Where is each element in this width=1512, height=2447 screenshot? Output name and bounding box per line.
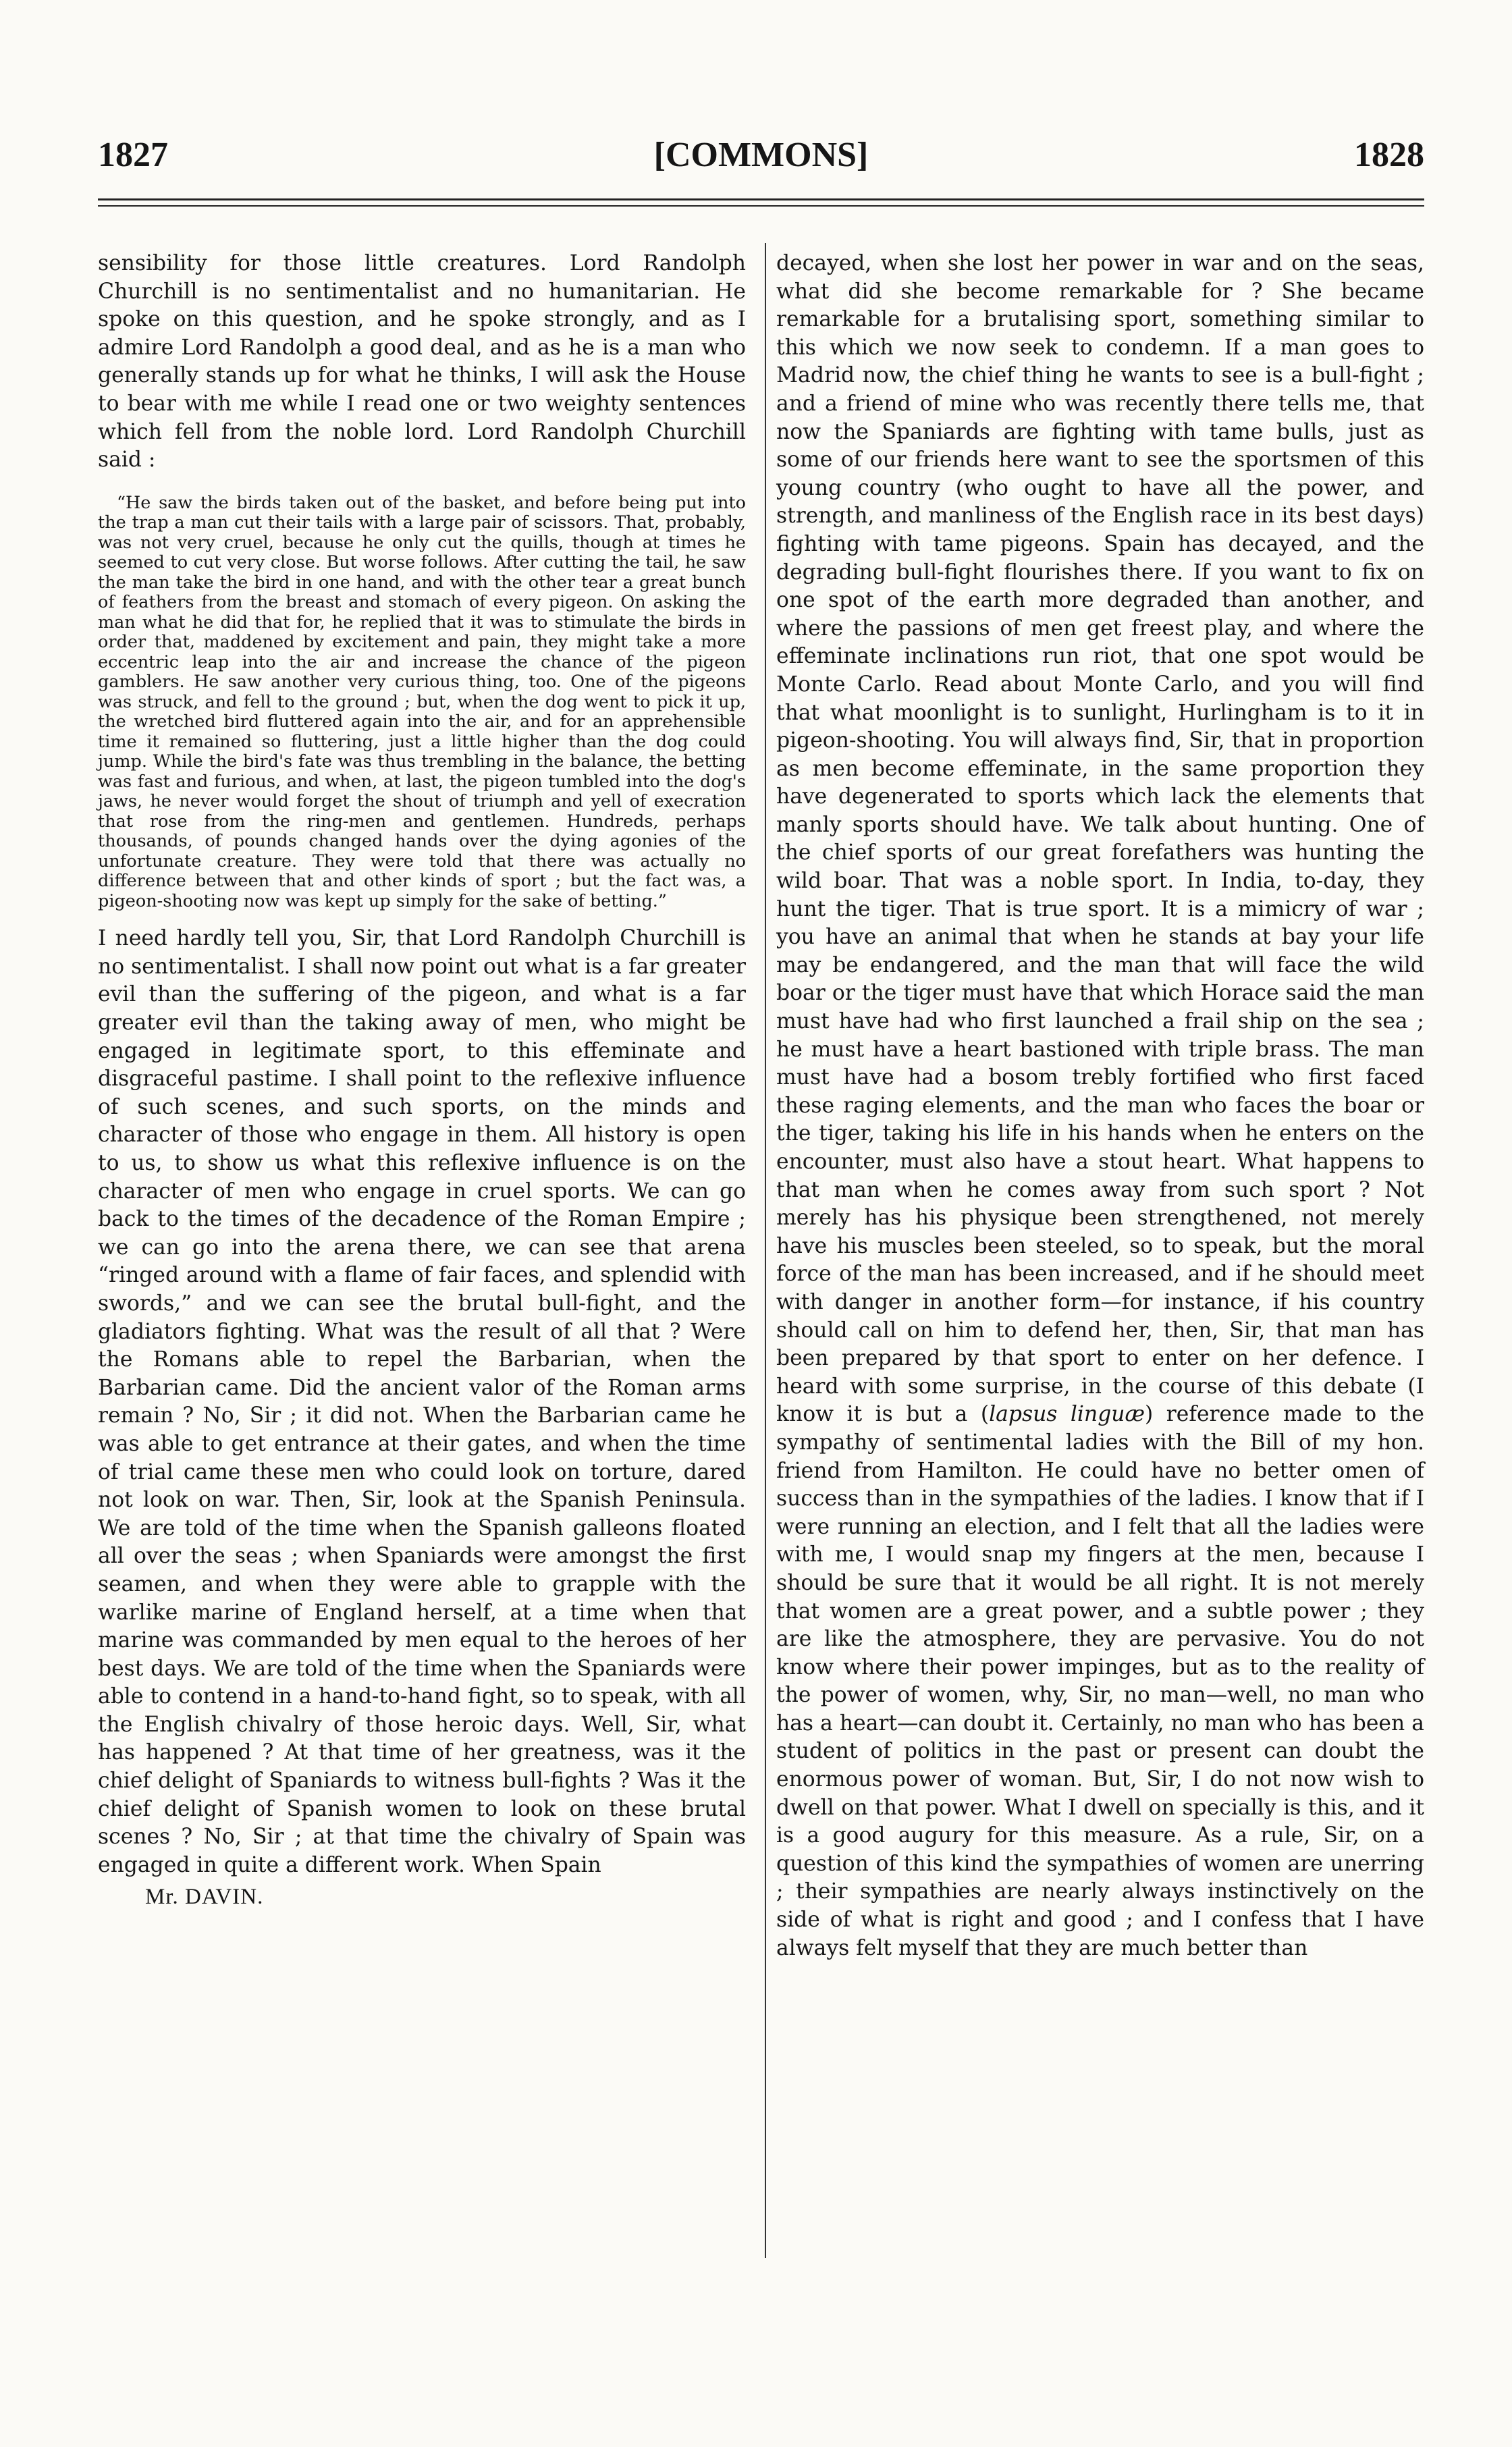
paragraph-text-part-1: decayed, when she lost her power in war and on the seas, what did she become remarkable for ? She became remarkable for a brutalising sport, something similar to this which we now seek to condemn. If a man goes to Madrid now, the chief thing he wants to see is a bull-fight ; and a friend of mine who was recently there tells me, that now the Spaniards are fighting with tame bulls, just as some of our friends here want to see the sportsmen of this young country (who ought to have all the power, and strength, and manliness of the English race in its best days) fighting with tame pigeons. Spain has decayed, and the degrading bull-fight flourishes there. If you want to fix on one spot of the earth more degraded than another, and where the passions of men get freest play, and where the effeminate inclinations run riot, that one spot would be Monte Carlo. Read about Monte Carlo, and you will find that what moonlight is to sunlight, Hurlingham is to it in pigeon-shooting. You will always find, Sir, that in proportion as men become effeminate, in the same proportion they have degenerated to sports which lack the elements that manly sports should have. We talk about hunting. One of the chief sports of our great forefathers was hunting the wild boar. That was a noble sport. In India, to-day, they hunt the tiger. That is true sport. It is a mimicry of war ; you have an animal that when he stands at bay your life may be endangered, and the man that will face the wild boar or the tiger must have that which Horace said the man must have had who first launched a frail ship on the sea ; he must have a heart bastioned with triple brass. The man must have had a bosom trebly fortified who first faced these raging elements, and the man who faces the boar or the tiger, taking his life in his hands when he enters on the encounter, must also have a stout heart. What happens to that man when he comes away from such sport ? Not merely has his physique been strengthened, not merely have his muscles been steeled, so to speak, but the moral force of the man has been increased, and if he should meet with danger in another form—for instance, if his country should call on him to defend her, then, Sir, that man has been prepared by that sport to enter on her defence. I heard with some surprise, in the course of this debate (I know it is but a — [776, 251, 1424, 1427]
block-quote: “He saw the birds taken out of the basket, and before being put into the trap a man cut their tails with a large pair of scissors. That, probably, was not very cruel, because he only cut the quills, though at times he seemed to cut very close. But worse follows. After cutting the tail, he saw the man take the bird in one hand, and with the other tear a great bunch of feathers from the breast and stomach of every pigeon. On asking the man what he did that for, he replied that it was to stimulate the birds in order that, maddened by excitement and pain, they might take a more eccentric leap into the air and increase the chance of the pigeon gamblers. He saw another very curious thing, too. One of the pigeons was struck, and fell to the ground ; but, when the dog went to pick it up, the wretched bird fluttered again into the air, and for an apprehensible time it remained so fluttering, just a little higher than the dog could jump. While the bird's fate was thus trembling in the balance, the betting was fast and furious, and when, at last, the pigeon tumbled into the dog's jaws, he never would forget the shout of triumph and yell of execration that rose from the ring-men and gentlemen. Hundreds, perhaps thousands, of pounds changed hands over the dying agonies of the unfortunate creature. They were told that there was actually no difference between that and other kinds of sport ; but the fact was, a pigeon-shooting now was kept up simply for the sake of betting.” — [98, 492, 746, 911]
italic-phrase: lapsus linguæ — [989, 1402, 1145, 1427]
paragraph-continued: decayed, when she lost her power in war and on the seas, what did she become remarkable for ? She became remarkable for a brutalising sport, something similar to this which we now seek to condemn. If a man goes to Madrid now, the chief thing he wants to see is a bull-fight ; and a friend of mine who was recently there tells me, that now the Spaniards are fighting with tame bulls, just as some of our friends here want to see the sportsmen of this young country (who ought to have all the power, and strength, and manliness of the English race in its best days) fighting with tame pigeons. Spain has decayed, and the degrading bull-fight flourishes there. If you want to fix on one spot of the earth more degraded than another, and where the passions of men get freest play, and where the effeminate inclinations run riot, that one spot would be Monte Carlo. Read about Monte Carlo, and you will find that what moonlight is to sunlight, Hurlingham is to it in pigeon-shooting. You will always find, Sir, that in proportion as men become effeminate, in the same proportion they have degenerated to sports which lack the elements that manly sports should have. We talk about hunting. One of the chief sports of our great forefathers was hunting the wild boar. That was a noble sport. In India, to-day, they hunt the tiger. That is true sport. It is a mimicry of war ; you have an animal that when he stands at bay your life may be endangered, and the man that will face the wild boar or the tiger must have that which Horace said the man must have had who first launched a frail ship on the sea ; he must have a heart bastioned with triple brass. The man must have had a bosom trebly fortified who first faced these raging elements, and the man who faces the boar or the tiger, taking his life in his hands when he enters on the encounter, must also have a stout heart. What happens to that man when he comes away from such sport ? Not merely has his physique been strengthened, not merely have his muscles been steeled, so to speak, but the moral force of the man has been increased, and if he should meet with danger in another form—for instance, if his country should call on him to defend her, then, Sir, that man has been prepared by that sport to enter on her defence. I heard with some surprise, in the course of this debate (I know it is but a (lapsus linguæ) reference made to the sympathy of sentimental ladies with the Bill of my hon. friend from Hamilton. He could have no better omen of success than in the sympathies of the ladies. I know that if I were running an election, and I felt that all the ladies were with me, I would snap my fingers at the men, because I should be sure that it would be all right. It is not merely that women are a great power, and a subtle power ; they are like the atmosphere, they are pervasive. You do not know where their power impinges, but as to the reality of the power of women, why, Sir, no man—well, no man who has a heart—can doubt it. Certainly, no man who has been a student of politics in the past or present can doubt the enormous power of woman. But, Sir, I do not now wish to dwell on that power. What I dwell on specially is this, and it is a good augury for this measure. As a rule, Sir, on a question of this kind the sympathies of women are unerring ; their sympathies are nearly always instinctively on the side of what is right and good ; and I confess that I have always felt myself that they are much better than — [776, 251, 1425, 1960]
left-column-number: 1827 — [98, 136, 168, 174]
page-header — [98, 135, 1424, 182]
paragraph-main: I need hardly tell you, Sir, that Lord Randolph Churchill is no sentimentalist. I shall now point out what is a far greater evil than the suffering of the pigeon, and what is a far greater evil than the taking away of men, who might be engaged in legitimate sport, to this effeminate and disgraceful pastime. I shall point to the reflexive influence of such scenes, and such sports, on the minds and character of those who engage in them. All history is open to us, to show us what this reflexive influence is on the character of men who engage in cruel sports. We can go back to the times of the decadence of the Roman Empire ; we can go into the arena there, we can see that arena “ringed around with a flame of fair faces, and splendid with swords,” and we can see the brutal bull-fight, and the gladiators fighting. What was the result of all that ? Were the Romans able to repel the Barbarian, when the Barbarian came. Did the ancient valor of the Roman arms remain ? No, Sir ; it did not. When the Barbarian came he was able to get entrance at their gates, and when the time of trial came these men who could look on torture, dared not look on war. Then, Sir, look at the Spanish Peninsula. We are told of the time when the Spanish galleons floated all over the seas ; when Spaniards were amongst the first seamen, and when they were able to grapple with the warlike marine of England herself, at a time when that marine was commanded by men equal to the heroes of her best days. We are told of the time when the Spaniards were able to contend in a hand-to-hand fight, so to speak, with all the English chivalry of those heroic days. Well, Sir, what has happened ? At that time of her greatness, was it the chief delight of Spaniards to witness bull-fights ? Was it the chief delight of Spanish women to look on these brutal scenes ? No, Sir ; at that time the chivalry of Spain was engaged in quite a different work. When Spain — [98, 926, 746, 1877]
paragraph-opening: sensibility for those little creatures. Lord Randolph Churchill is no sentimentalist and no humanitarian. He spoke on this question, and he spoke strongly, and as I admire Lord Randolph a good deal, and as he is a man who generally stands up for what he thinks, I will ask the House to bear with me while I read one or two weighty sentences which fell from the noble lord. Lord Randolph Churchill said : — [98, 251, 746, 473]
paragraph-text-part-2: ) reference made to the sympathy of sentimental ladies with the Bill of my hon. friend from Hamilton. He could have no better omen of success than in the sympathies of the ladies. I know that if I were running an election, and I felt that all the ladies were with me, I would snap my fingers at the men, because I should be sure that it would be all right. It is not merely that women are a great power, and a subtle power ; they are like the atmosphere, they are pervasive. You do not know where their power impinges, but as to the reality of the power of women, why, Sir, no man—well, no man who has a heart—can doubt it. Certainly, no man who has been a student of politics in the past or present can doubt the enormous power of woman. But, Sir, I do not now wish to dwell on that power. What I dwell on specially is this, and it is a good augury for this measure. As a rule, Sir, on a question of this kind the sympathies of women are unerring ; their sympathies are nearly always instinctively on the side of what is right and good ; and I confess that I have always felt myself that they are much better than — [776, 1402, 1425, 1960]
column-divider — [765, 243, 766, 2258]
header-rule-top — [98, 198, 1424, 200]
section-title: [COMMONS] — [653, 136, 869, 174]
header-rule-bottom — [98, 205, 1424, 207]
left-column — [98, 250, 746, 1910]
speaker-signature: Mr. DAVIN. — [145, 1885, 264, 1910]
right-column-number: 1828 — [1354, 136, 1424, 174]
right-column — [776, 250, 1424, 1962]
